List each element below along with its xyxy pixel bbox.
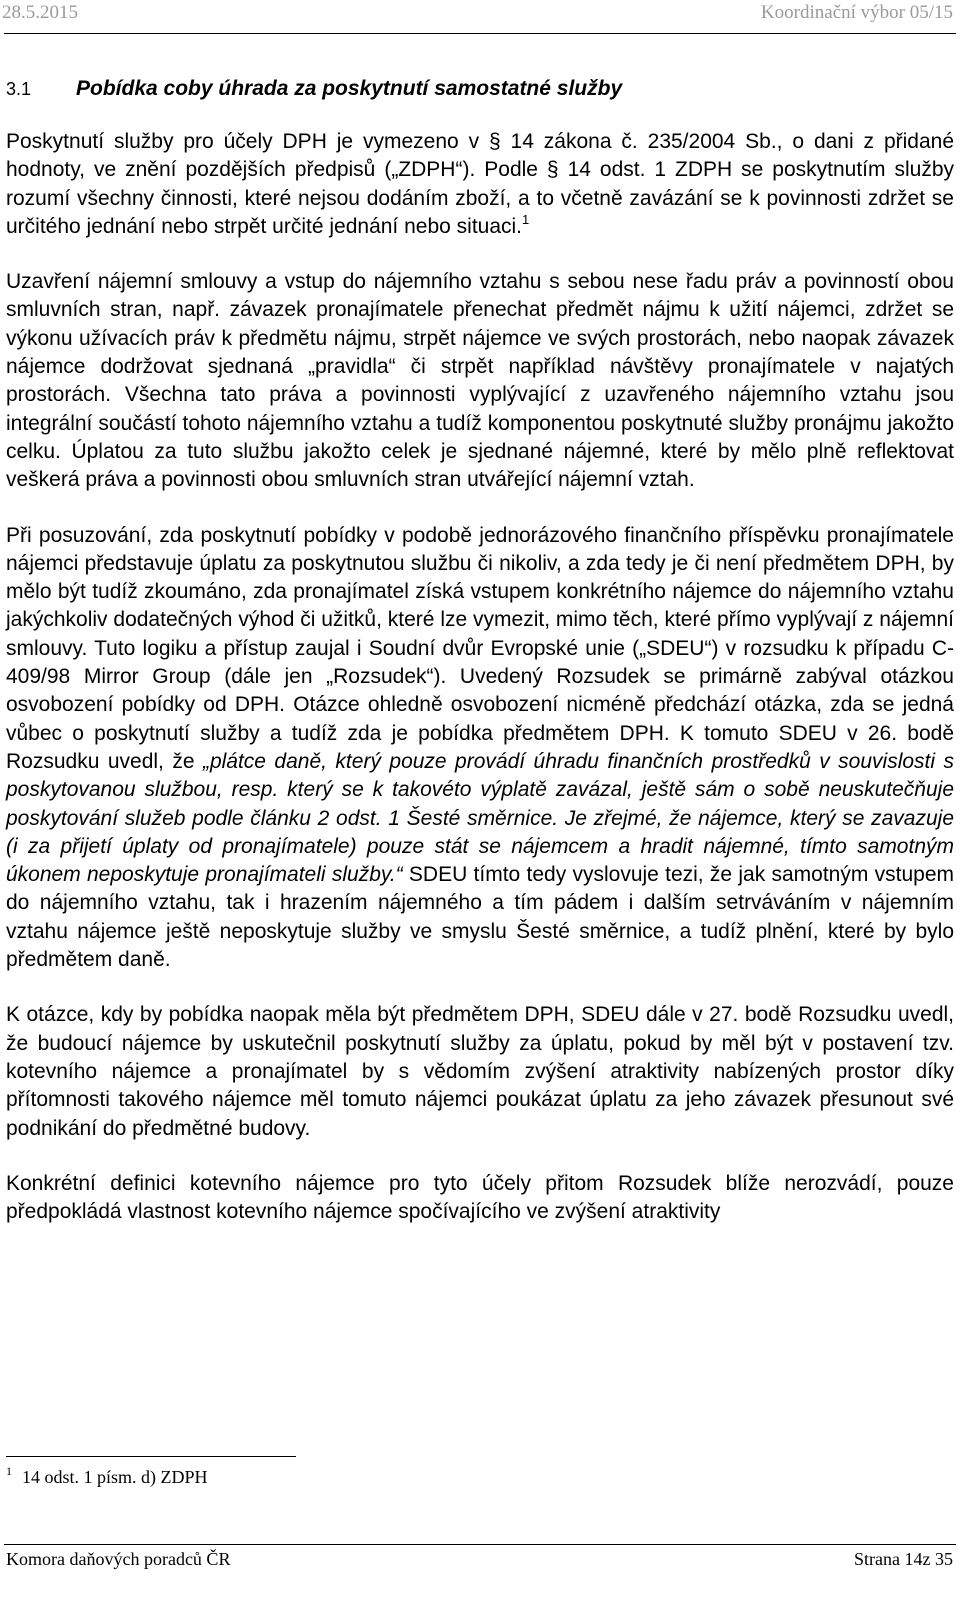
section-heading — [6, 75, 954, 103]
page-header — [2, 2, 953, 28]
paragraph-4: K otázce, kdy by pobídka naopak měla být předmětem DPH, SDEU dále v 27. bodě Rozsudku uvedl, že budoucí nájemce by uskutečnil poskytnutí služby za úplatu, pokud by měl být v postavení tzv. kotevního nájemce a pronajímatel by s vědomím zvýšení atraktivity nabízených prostor díky přítomnosti takového nájemce měl tomuto nájemci poukázat úplatu za jeho závazek přesunout své podnikání do předmětné budovy. — [6, 1003, 954, 1140]
section-number: 3.1 — [6, 79, 32, 99]
footer-rule — [4, 1544, 956, 1545]
footnote — [6, 1464, 208, 1488]
section-title: Pobídka coby úhrada za poskytnutí samostatné služby — [76, 77, 623, 100]
header-rule — [4, 33, 956, 34]
footnote-number: 1 — [6, 1464, 12, 1478]
footer-organization: Komora daňových poradců ČR — [6, 1549, 231, 1569]
paragraph-3-text-a: Při posuzování, zda poskytnutí pobídky v podobě jednorázového finančního příspěvku pronajímatele nájemci představuje úplatu za poskytnutou službu či nikoliv, a zda tedy je či není předmětem DPH, by mělo být tudíž zkoumáno, zda pronajímatel získá vstupem konkrétního nájemce do nájemního vztahu jakýchkoliv dodatečných výhod či užitků, které lze vymezit, mimo těch, které přímo vyplývají z nájemní smlouvy. Tuto logiku a přístup zaujal i Soudní dvůr Evropské unie („SDEU“) v rozsudku k případu C-409/98 Mirror Group (dále jen „Rozsudek“). Uvedený Rozsudek se primárně zabýval otázkou osvobození pobídky od DPH. Otázce ohledně osvobození nicméně předchází otázka, zda se jedná vůbec o poskytnutí služby a tudíž zda je pobídka předmětem DPH. K tomuto SDEU v 26. bodě Rozsudku uvedl, že — [6, 523, 954, 773]
footnote-separator — [6, 1456, 296, 1457]
paragraph-1-text: Poskytnutí služby pro účely DPH je vymezeno v § 14 zákona č. 235/2004 Sb., o dani z přidané hodnoty, ve znění pozdějších předpisů („ZDPH“). Podle § 14 odst. 1 ZDPH se poskytnutím služby rozumí všechny činnosti, které nejsou dodáním zboží, a to včetně zavázání se k povinnosti zdržet se určitého jednání nebo strpět určité jednání nebo situaci. — [6, 130, 954, 238]
footer-page-number: Strana 14z 35 — [854, 1549, 953, 1569]
footnote-reference[interactable]: 1 — [522, 211, 530, 227]
paragraph-5: Konkrétní definici kotevního nájemce pro tyto účely přitom Rozsudek blíže nerozvádí, pouze předpokládá vlastnost kotevního nájemce spočívajícího ve zvýšení atraktivity — [6, 1171, 954, 1224]
header-committee: Koordinační výbor 05/15 — [760, 2, 953, 23]
paragraph-1 — [6, 128, 954, 241]
paragraph-3-text-b: SDEU tímto tedy vyslovuje tezi, že jak samotným vstupem do nájemního vztahu, tak i hrazením nájemného a tím pádem i dalším setrváváním v nájemním vztahu nájemce ještě neposkytuje služby ve smyslu Šesté směrnice, a tudíž plnění, které by bylo předmětem daně. — [6, 863, 954, 972]
paragraph-3 — [6, 522, 954, 975]
footnote-text: 14 odst. 1 písm. d) ZDPH — [22, 1467, 208, 1487]
paragraph-3-quote: „plátce daně, který pouze provádí úhradu finančních prostředků v souvislosti s poskytovanou službou, resp. který se k takovéto výplatě zavázal, ještě sám o sobě neuskutečňuje poskytování služeb podle článku 2 odst. 1 Šesté směrnice. Je zřejmé, že nájemce, který se zavazuje (i za přijetí úplaty od pronajímatele) pouze stát se nájemcem a hradit nájemné, tímto samotným úkonem neposkytuje pronajímateli služby.“ — [6, 749, 954, 887]
header-date: 28.5.2015 — [2, 2, 78, 23]
paragraph-2: Uzavření nájemní smlouvy a vstup do nájemního vztahu s sebou nese řadu práv a povinností obou smluvních stran, např. závazek pronajímatele přenechat předmět nájmu k užití nájemci, zdržet se výkonu užívacích práv k předmětu nájmu, strpět nájemce ve svých prostorách, nebo naopak závazek nájemce dodržovat sjednaná „pravidla“ či strpět například návštěvy pronajímatele v najatých prostorách. Všechna tato práva a povinnosti vyplývající z uzavřeného nájemního vztahu jsou integrální součástí tohoto nájemního vztahu a tudíž komponentou poskytnuté služby pronájmu jakožto celku. Úplatou za tuto službu jakožto celek je sjednané nájemné, které by mělo plně reflektovat veškerá práva a povinnosti obou smluvních stran utvářející nájemní vztah. — [6, 270, 954, 492]
document-body — [6, 75, 954, 1253]
